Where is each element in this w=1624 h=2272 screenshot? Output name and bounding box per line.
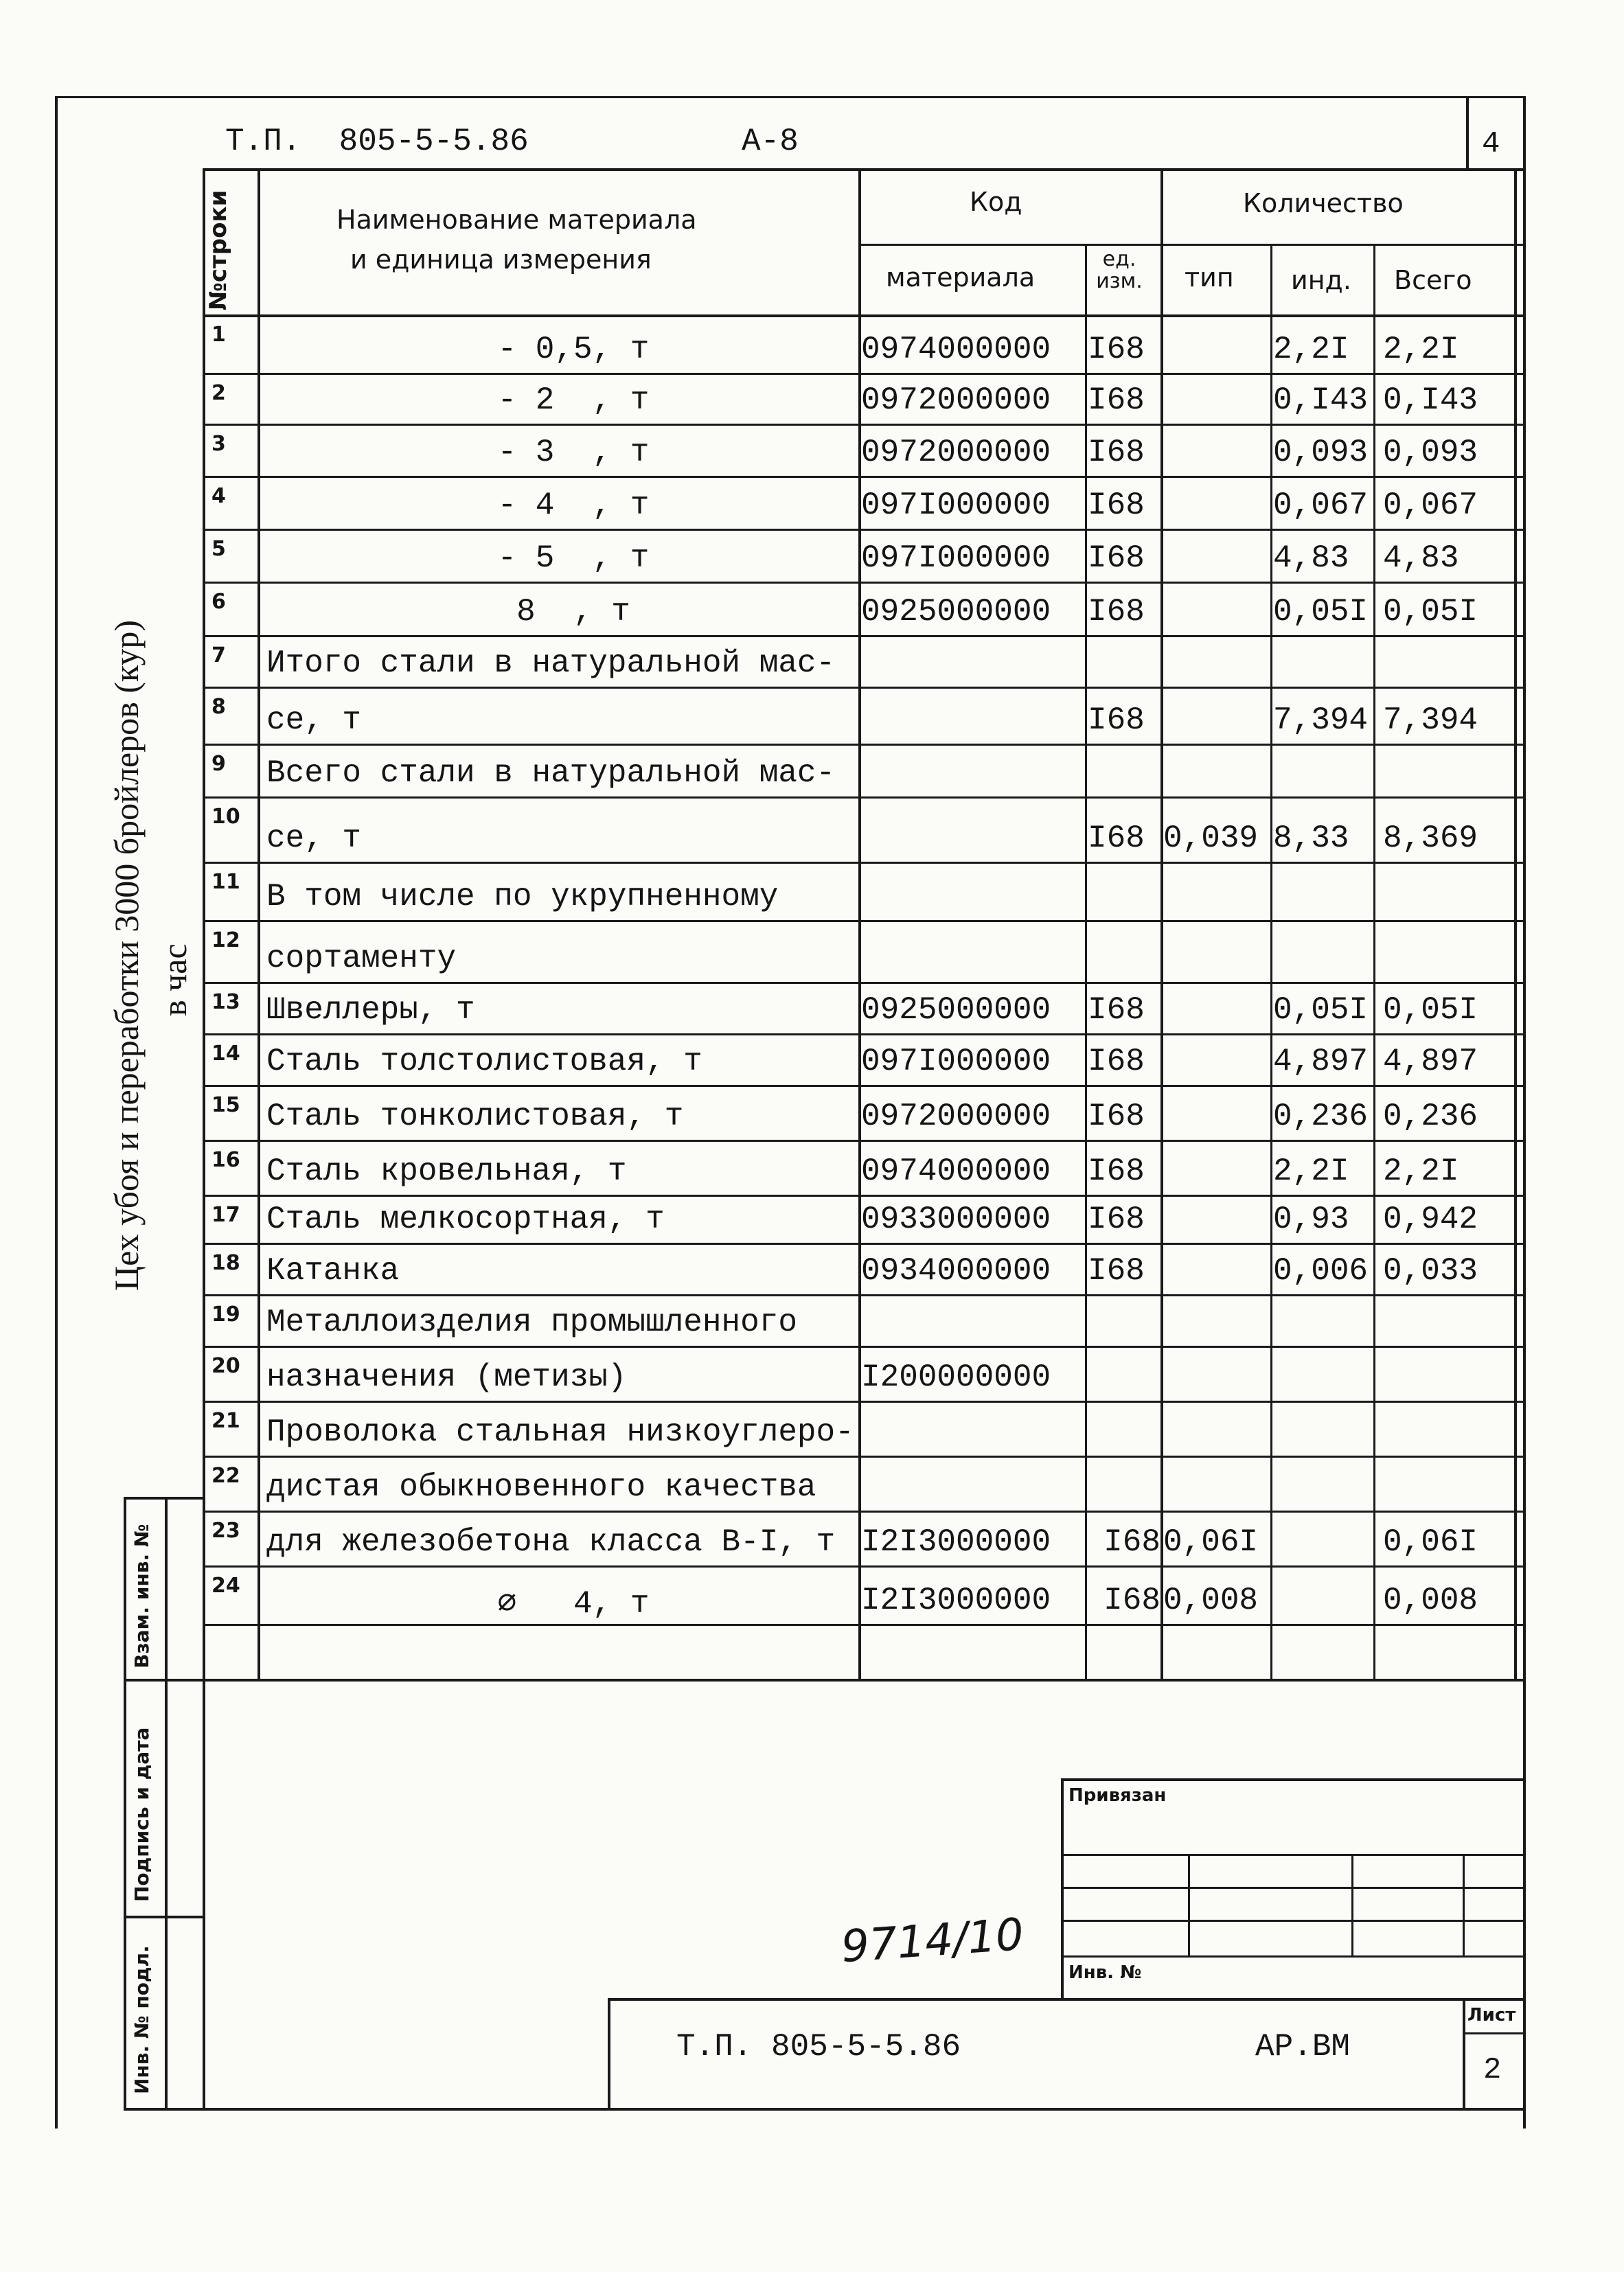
row-divider — [203, 1195, 1523, 1197]
stamp-col-line2 — [124, 1916, 203, 1918]
cell-n: 4 — [211, 484, 226, 508]
row-divider — [203, 476, 1523, 478]
stamp-col-mid — [165, 1497, 168, 2108]
col-line-0 — [203, 168, 205, 2108]
cell-ind: 0,236 — [1273, 1099, 1369, 1134]
cell-code: 097I000000 — [861, 540, 1051, 576]
cell-unit: I68 — [1088, 487, 1145, 523]
row-divider — [203, 1140, 1523, 1142]
cell-unit: I68 — [1088, 1154, 1145, 1189]
cell-total: 0,942 — [1383, 1202, 1478, 1237]
row-divider — [203, 1294, 1523, 1296]
row-divider — [203, 862, 1523, 864]
col-header-type: тип — [1185, 262, 1234, 292]
stamp-col-left — [124, 1497, 126, 2108]
cell-type: 0,039 — [1163, 821, 1259, 856]
tb-sheet-label: Лист — [1467, 2005, 1516, 2026]
cell-unit: I68 — [1103, 1583, 1160, 1618]
cell-code: I2I3000000 — [861, 1583, 1051, 1618]
cell-n: 3 — [211, 432, 226, 456]
header-code-divider — [858, 244, 1523, 246]
cell-ind: 4,897 — [1273, 1044, 1369, 1079]
cell-unit: I68 — [1088, 1202, 1145, 1237]
cell-total: 8,369 — [1383, 821, 1478, 856]
cell-unit: I68 — [1088, 1044, 1145, 1079]
cell-code: 0974000000 — [861, 332, 1051, 367]
cell-ind: 0,93 — [1273, 1202, 1349, 1237]
cell-name: - 2 , т — [497, 382, 650, 418]
cell-name: Сталь кровельная, т — [266, 1154, 627, 1189]
col-header-row-no: №строки — [205, 190, 232, 310]
cell-code: I200000000 — [861, 1359, 1051, 1395]
cell-ind: 0,05I — [1273, 992, 1369, 1028]
cell-code: 0974000000 — [861, 1154, 1051, 1189]
row-divider — [203, 982, 1523, 984]
row-divider — [203, 920, 1523, 922]
tb-row-a — [1061, 1854, 1523, 1856]
col-header-code: Код — [970, 187, 1022, 217]
cell-n: 10 — [211, 805, 240, 829]
frame-top — [55, 96, 1466, 98]
cell-total: 0,06I — [1383, 1524, 1478, 1560]
stamp-inv-original: Инв. № подл. — [130, 1945, 153, 2094]
col-line-4 — [1160, 168, 1163, 1679]
cell-total: 0,067 — [1383, 487, 1478, 523]
tb-doc-code: Т.П. 805-5-5.86 — [676, 2029, 961, 2065]
cell-name: Проволока стальная низкоуглеро- — [266, 1414, 854, 1450]
table-top-border — [203, 168, 1523, 171]
cell-name: - 0,5, т — [497, 332, 650, 367]
row-divider — [203, 635, 1523, 637]
col-header-unit-line2: изм. — [1096, 269, 1143, 293]
cell-n: 6 — [211, 590, 226, 614]
frame-right — [1523, 96, 1526, 2128]
cell-unit: I68 — [1088, 821, 1145, 856]
cell-code: 097I000000 — [861, 487, 1051, 523]
cell-ind: 0,006 — [1273, 1253, 1369, 1289]
cell-ind: 8,33 — [1273, 821, 1349, 856]
cell-total: 0,I43 — [1383, 382, 1478, 418]
row-divider — [203, 1346, 1523, 1348]
cell-name: - 5 , т — [497, 540, 650, 576]
row-divider — [203, 1565, 1523, 1568]
cell-name: дистая обыкновенного качества — [266, 1469, 816, 1505]
tb-col-b — [1351, 1854, 1353, 1955]
handwritten-number: 9714/10 — [839, 1909, 1026, 1973]
frame-page-box-left — [1466, 96, 1469, 168]
row-divider — [203, 373, 1523, 375]
cell-code: 0925000000 — [861, 992, 1051, 1028]
col-line-3 — [1085, 244, 1087, 1679]
stamp-col-line1 — [124, 1679, 203, 1682]
stamp-replaces-inv: Взам. инв. № — [130, 1524, 153, 1668]
cell-ind: 0,093 — [1273, 435, 1369, 470]
row-divider — [203, 1243, 1523, 1245]
cell-unit: I68 — [1088, 702, 1145, 738]
cell-n: 5 — [211, 537, 226, 561]
tb-row-d — [1061, 1955, 1523, 1958]
cell-total: 0,008 — [1383, 1583, 1478, 1618]
cell-code: I2I3000000 — [861, 1524, 1051, 1560]
tb-mark: АР.ВМ — [1255, 2029, 1351, 2065]
cell-n: 22 — [211, 1464, 240, 1488]
tb-row-b — [1061, 1887, 1523, 1889]
cell-n: 20 — [211, 1354, 240, 1378]
cell-name: ∅ 4, т — [497, 1586, 650, 1622]
cell-unit: I68 — [1088, 1253, 1145, 1289]
cell-n: 9 — [211, 752, 226, 776]
cell-n: 7 — [211, 643, 226, 667]
cell-n: 21 — [211, 1409, 240, 1433]
col-header-unit — [1085, 249, 1154, 292]
cell-n: 2 — [211, 381, 226, 405]
col-header-quantity: Количество — [1243, 188, 1404, 218]
cell-unit: I68 — [1088, 992, 1145, 1028]
header-bottom-border — [203, 314, 1523, 317]
cell-name: Сталь мелкосортная, т — [266, 1202, 665, 1237]
cell-n: 17 — [211, 1203, 240, 1227]
cell-name: се, т — [266, 702, 362, 738]
cell-name: для железобетона класса В-I, т — [266, 1524, 836, 1560]
col-header-unit-line1: ед. — [1102, 247, 1136, 271]
cell-ind: 2,2I — [1273, 332, 1349, 367]
cell-code: 0972000000 — [861, 382, 1051, 418]
tb-sheet-number: 2 — [1483, 2053, 1502, 2087]
cell-unit: I68 — [1088, 332, 1145, 367]
cell-code: 0933000000 — [861, 1202, 1051, 1237]
tb-row-c — [1061, 1920, 1523, 1922]
cell-name: - 3 , т — [497, 435, 650, 470]
cell-unit: I68 — [1103, 1524, 1160, 1560]
cell-code: 0925000000 — [861, 594, 1051, 630]
cell-total: 4,83 — [1383, 540, 1459, 576]
page-number: 4 — [1482, 127, 1500, 161]
cell-type: 0,06I — [1163, 1524, 1259, 1560]
col-header-individual: инд. — [1291, 265, 1351, 295]
cell-n: 13 — [211, 990, 240, 1014]
cell-total: 0,093 — [1383, 435, 1478, 470]
frame-left — [55, 96, 58, 2128]
side-project-title: Цех убоя и переработки 3000 бройлеров (кур) — [107, 619, 146, 1291]
cell-unit: I68 — [1088, 540, 1145, 576]
row-divider — [203, 1085, 1523, 1087]
row-divider — [203, 1401, 1523, 1403]
cell-ind: 7,394 — [1273, 702, 1369, 738]
col-header-name-line2: и единица измерения — [350, 244, 652, 275]
stamp-col-top — [124, 1497, 203, 1500]
cell-name: назначения (метизы) — [266, 1359, 627, 1395]
cell-total: 4,897 — [1383, 1044, 1478, 1079]
cell-total: 0,05I — [1383, 992, 1478, 1028]
cell-n: 24 — [211, 1574, 240, 1598]
tb-linked-label: Привязан — [1068, 1785, 1167, 1806]
row-divider — [203, 1624, 1523, 1626]
cell-name: Швеллеры, т — [266, 992, 475, 1028]
col-header-name-line1: Наименование материала — [336, 205, 697, 235]
cell-n: 15 — [211, 1093, 240, 1117]
col-line-5 — [1270, 244, 1272, 1679]
cell-type: 0,008 — [1163, 1583, 1259, 1618]
stamp-signature-date: Подпись и дата — [130, 1727, 153, 1902]
cell-name: Итого стали в натуральной мас- — [266, 645, 836, 681]
cell-n: 12 — [211, 928, 240, 952]
cell-unit: I68 — [1088, 594, 1145, 630]
cell-ind: 2,2I — [1273, 1154, 1349, 1189]
tb-main-left — [608, 1998, 610, 2108]
cell-name: се, т — [266, 821, 362, 856]
cell-name: Сталь толстолистовая, т — [266, 1044, 702, 1079]
side-project-title-line2: в час — [155, 943, 194, 1016]
tb-col-c — [1463, 1854, 1465, 1955]
cell-unit: I68 — [1088, 1099, 1145, 1134]
row-divider — [203, 744, 1523, 746]
cell-name: Сталь тонколистовая, т — [266, 1099, 684, 1134]
cell-ind: 0,05I — [1273, 594, 1369, 630]
tb-col-a — [1188, 1854, 1190, 1955]
cell-code: 097I000000 — [861, 1044, 1051, 1079]
cell-n: 23 — [211, 1519, 240, 1543]
cell-unit: I68 — [1088, 382, 1145, 418]
row-divider — [203, 687, 1523, 689]
cell-n: 1 — [211, 323, 226, 347]
cell-total: 2,2I — [1383, 1154, 1459, 1189]
cell-n: 8 — [211, 695, 226, 719]
cell-code: 0972000000 — [861, 435, 1051, 470]
album-label: А-8 — [742, 124, 799, 159]
cell-ind: 0,067 — [1273, 487, 1369, 523]
cell-code: 0972000000 — [861, 1099, 1051, 1134]
row-divider — [203, 529, 1523, 531]
col-header-material: материала — [886, 262, 1036, 292]
row-divider — [203, 796, 1523, 799]
cell-n: 14 — [211, 1042, 240, 1066]
col-line-6 — [1373, 244, 1375, 1679]
cell-n: 19 — [211, 1303, 240, 1327]
cell-total: 2,2I — [1383, 332, 1459, 367]
tb-top — [1061, 1778, 1523, 1781]
tb-inv-label: Инв. № — [1068, 1962, 1142, 1983]
cell-n: 16 — [211, 1148, 240, 1172]
stamp-col-bottom — [124, 2108, 1523, 2111]
cell-ind: 0,I43 — [1273, 382, 1369, 418]
cell-total: 0,236 — [1383, 1099, 1478, 1134]
cell-name: В том числе по укрупненному — [266, 879, 779, 915]
tb-sheet-left — [1463, 1998, 1465, 2108]
cell-name: сортаменту — [266, 941, 457, 976]
table-bottom-border — [203, 1679, 1523, 1682]
cell-name: 8 , т — [516, 594, 630, 630]
cell-unit: I68 — [1088, 435, 1145, 470]
row-divider — [203, 424, 1523, 426]
cell-n: 11 — [211, 870, 240, 894]
cell-total: 0,05I — [1383, 594, 1478, 630]
cell-n: 18 — [211, 1251, 240, 1275]
cell-ind: 4,83 — [1273, 540, 1349, 576]
tb-main-top — [608, 1998, 1523, 2001]
cell-name: Всего стали в натуральной мас- — [266, 755, 836, 791]
row-divider — [203, 582, 1523, 584]
cell-name: - 4 , т — [497, 487, 650, 523]
cell-name: Катанка — [266, 1253, 400, 1289]
row-divider — [203, 1033, 1523, 1035]
cell-total: 7,394 — [1383, 702, 1478, 738]
cell-total: 0,033 — [1383, 1253, 1478, 1289]
cell-name: Металлоизделия промышленного — [266, 1305, 797, 1340]
col-header-total: Всего — [1394, 265, 1472, 295]
tb-sheet-divider — [1463, 2032, 1523, 2034]
frame-right-top — [1466, 96, 1523, 98]
cell-code: 0934000000 — [861, 1253, 1051, 1289]
row-divider — [203, 1511, 1523, 1513]
doc-code-header: Т.П. 805-5-5.86 — [225, 124, 529, 159]
row-divider — [203, 1456, 1523, 1458]
